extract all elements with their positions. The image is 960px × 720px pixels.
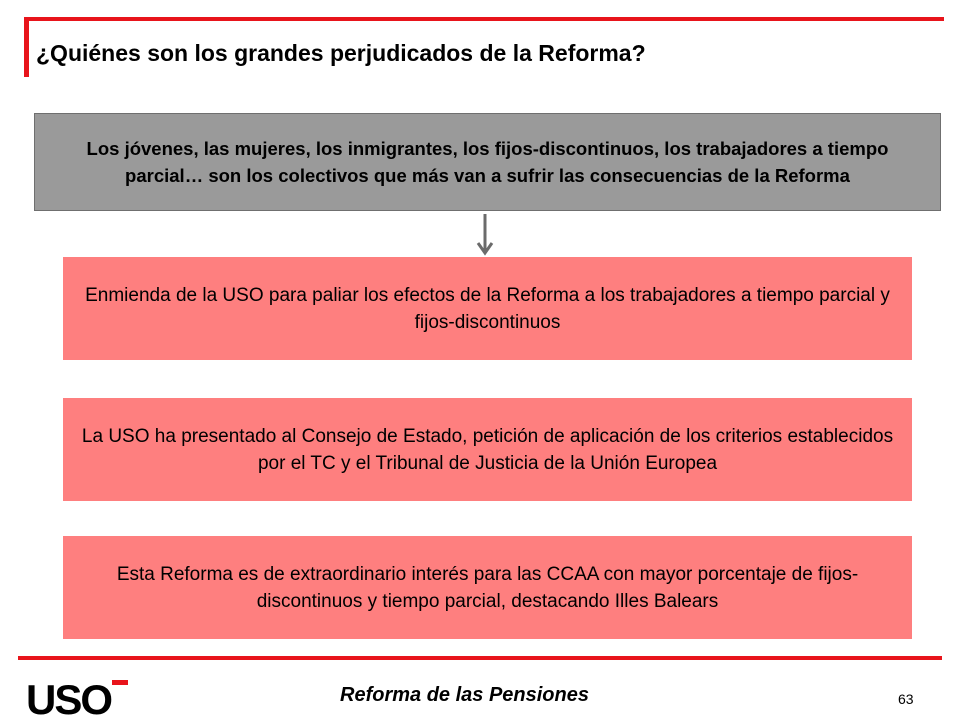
uso-logo [26, 676, 128, 720]
action-text: La USO ha presentado al Consejo de Estado, petición de aplicación de los criterios establecidos por el TC y el Tribunal de Justicia de la Unión Europea [81, 425, 894, 474]
action-box-ccaa-interest [63, 536, 912, 639]
header-left-rule [24, 17, 29, 77]
page-title: ¿Quiénes son los grandes perjudicados de la Reforma? [36, 40, 646, 66]
page-number: 63 [898, 691, 914, 707]
action-text: Enmienda de la USO para paliar los efectos de la Reforma a los trabajadores a tiempo parcial y fijos-discontinuos [85, 284, 890, 333]
arrow-down-icon [475, 214, 495, 256]
logo-accent [112, 680, 128, 685]
footer-rule [18, 656, 942, 660]
summary-text: Los jóvenes, las mujeres, los inmigrantes, los fijos-discontinuos, los trabajadores a tiempo parcial… son los colectivos que más van a sufrir las consecuencias de la Reforma [86, 138, 889, 186]
logo-text: USO [26, 676, 112, 720]
action-text: Esta Reforma es de extraordinario interés para las CCAA con mayor porcentaje de fijos-discontinuos y tiempo parcial, destacando Illes Balears [116, 563, 859, 612]
action-box-amendment [63, 257, 912, 360]
header-top-rule [24, 17, 944, 21]
action-box-council-petition [63, 398, 912, 501]
footer-title: Reforma de las Pensiones [340, 684, 589, 706]
summary-box [34, 113, 941, 211]
